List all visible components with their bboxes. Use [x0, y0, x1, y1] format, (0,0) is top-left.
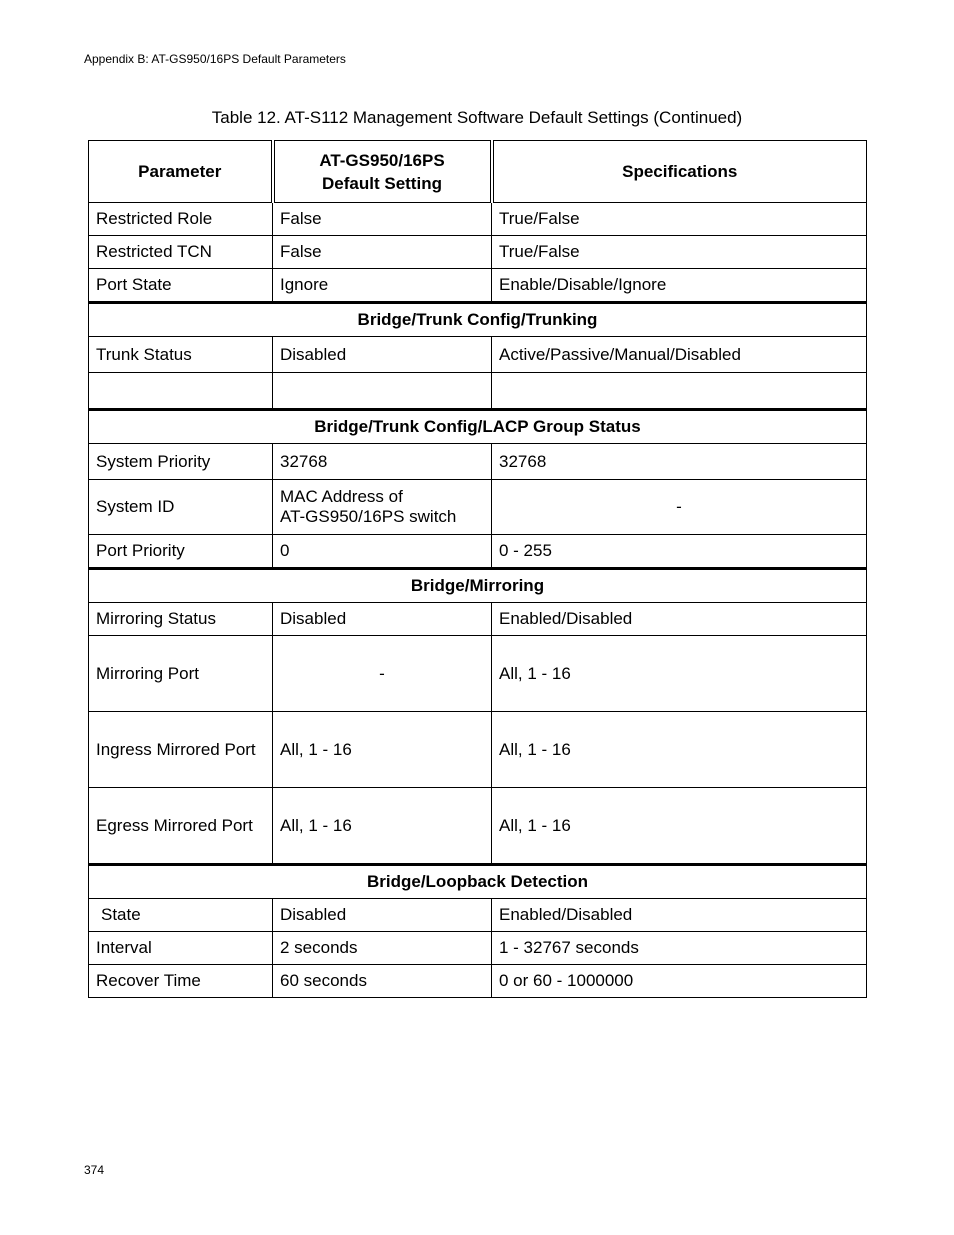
- default-cell: Disabled: [273, 603, 492, 636]
- table-row: [89, 788, 867, 865]
- empty-row: [89, 373, 867, 410]
- table-row: [89, 636, 867, 712]
- section-title: Bridge/Trunk Config/Trunking: [89, 303, 867, 337]
- default-line2: AT-GS950/16PS switch: [280, 507, 457, 526]
- spec-cell: 0 - 255: [492, 535, 867, 569]
- section-title: Bridge/Loopback Detection: [89, 865, 867, 899]
- param-cell: Mirroring Status: [89, 603, 273, 636]
- table-row: [89, 712, 867, 788]
- param-cell: Port Priority: [89, 535, 273, 569]
- default-cell: 60 seconds: [273, 965, 492, 998]
- section-header-trunking: [89, 303, 867, 337]
- spec-cell: 0 or 60 - 1000000: [492, 965, 867, 998]
- table-row: [89, 480, 867, 535]
- column-header-parameter: Parameter: [89, 141, 273, 203]
- default-cell: False: [273, 203, 492, 236]
- param-text: State: [101, 905, 141, 924]
- param-cell: System ID: [89, 480, 273, 535]
- default-line1: MAC Address of: [280, 487, 403, 506]
- table-row: [89, 236, 867, 269]
- spec-cell: True/False: [492, 236, 867, 269]
- param-cell: Recover Time: [89, 965, 273, 998]
- default-cell: 2 seconds: [273, 932, 492, 965]
- param-cell: System Priority: [89, 444, 273, 480]
- column-header-default-line1: AT-GS950/16PS: [319, 150, 445, 170]
- default-cell: Disabled: [273, 899, 492, 932]
- default-cell: 32768: [273, 444, 492, 480]
- section-header-loopback: [89, 865, 867, 899]
- param-cell: Ingress Mirrored Port: [89, 712, 273, 788]
- table-row: [89, 932, 867, 965]
- column-header-specifications: Specifications: [492, 141, 867, 203]
- column-header-default-line2: Default Setting: [322, 173, 442, 193]
- running-header: Appendix B: AT-GS950/16PS Default Parameters: [84, 52, 346, 66]
- table-row: [89, 269, 867, 303]
- spec-cell: 32768: [492, 444, 867, 480]
- param-cell: [89, 899, 273, 932]
- param-cell: Restricted TCN: [89, 236, 273, 269]
- empty-cell: [89, 373, 273, 410]
- default-cell: False: [273, 236, 492, 269]
- empty-cell: [492, 373, 867, 410]
- spec-cell: True/False: [492, 203, 867, 236]
- table-row: [89, 444, 867, 480]
- section-title: Bridge/Trunk Config/LACP Group Status: [89, 410, 867, 444]
- spec-cell: Enabled/Disabled: [492, 899, 867, 932]
- section-title: Bridge/Mirroring: [89, 569, 867, 603]
- table-row: [89, 535, 867, 569]
- default-cell: All, 1 - 16: [273, 788, 492, 865]
- table-row: [89, 337, 867, 373]
- table-row: [89, 603, 867, 636]
- param-cell: Egress Mirrored Port: [89, 788, 273, 865]
- table-row: [89, 899, 867, 932]
- table-row: [89, 203, 867, 236]
- param-cell: Port State: [89, 269, 273, 303]
- param-cell: Interval: [89, 932, 273, 965]
- default-cell: [273, 480, 492, 535]
- spec-cell: All, 1 - 16: [492, 712, 867, 788]
- section-header-mirroring: [89, 569, 867, 603]
- empty-cell: [273, 373, 492, 410]
- table-row: [89, 965, 867, 998]
- default-cell: Ignore: [273, 269, 492, 303]
- spec-cell: Enabled/Disabled: [492, 603, 867, 636]
- table-header-row: [89, 141, 867, 203]
- param-cell: Restricted Role: [89, 203, 273, 236]
- column-header-default-setting: [273, 141, 492, 203]
- section-header-lacp: [89, 410, 867, 444]
- param-cell: Trunk Status: [89, 337, 273, 373]
- page-number: 374: [84, 1163, 105, 1177]
- spec-cell: 1 - 32767 seconds: [492, 932, 867, 965]
- default-cell: All, 1 - 16: [273, 712, 492, 788]
- spec-cell: All, 1 - 16: [492, 636, 867, 712]
- spec-cell: -: [492, 480, 867, 535]
- spec-cell: Active/Passive/Manual/Disabled: [492, 337, 867, 373]
- default-cell: -: [273, 636, 492, 712]
- spec-cell: Enable/Disable/Ignore: [492, 269, 867, 303]
- default-settings-table: [88, 140, 867, 998]
- spec-cell: All, 1 - 16: [492, 788, 867, 865]
- table-caption: Table 12. AT-S112 Management Software Default Settings (Continued): [211, 108, 743, 127]
- param-cell: Mirroring Port: [89, 636, 273, 712]
- default-cell: 0: [273, 535, 492, 569]
- default-cell: Disabled: [273, 337, 492, 373]
